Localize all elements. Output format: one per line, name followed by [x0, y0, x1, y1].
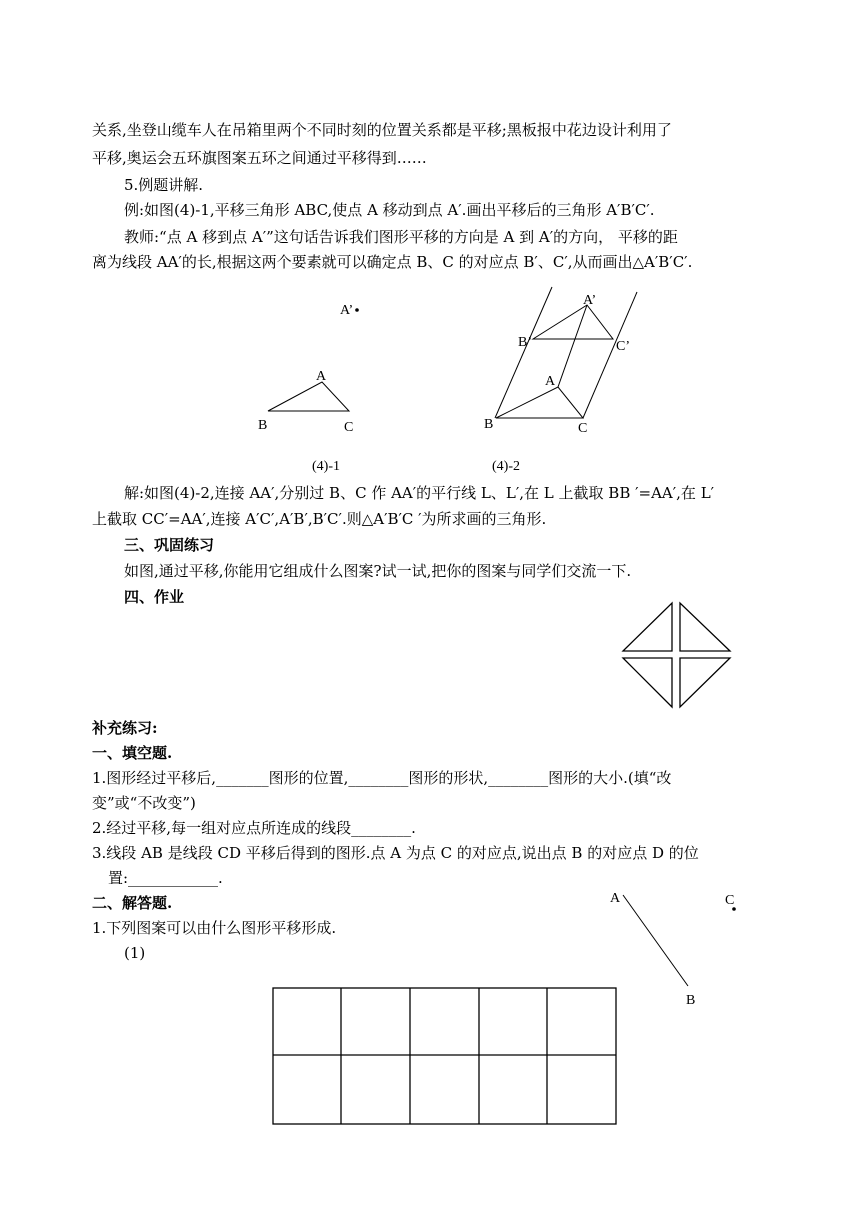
text-line: 5.例题讲解. — [124, 176, 204, 194]
label-b: B — [686, 993, 696, 1008]
segment-ab — [623, 895, 688, 986]
triangle-abc — [496, 387, 583, 418]
segment-aa-prime — [558, 305, 587, 387]
text-line: 关系,坐登山缆车人在吊箱里两个不同时刻的位置关系都是平移;黑板报中花边设计利用了 — [92, 121, 672, 139]
segment-ab-figure — [623, 895, 736, 986]
pattern-triangle — [623, 603, 672, 651]
figure-caption: (4)-1 — [312, 459, 340, 474]
text-line: 平移,奥运会五环旗图案五环之间通过平移得到…… — [92, 149, 427, 167]
text-line: (1) — [124, 944, 146, 962]
section-heading: 二、解答题. — [92, 894, 173, 912]
section-heading: 一、填空题. — [92, 744, 173, 762]
text-line: 例:如图(4)-1,平移三角形 ABC,使点 A 移动到点 A′.画出平移后的三角形 A′B′C′. — [124, 201, 655, 219]
label-c: C — [578, 421, 588, 436]
line-l — [495, 287, 552, 418]
pattern-triangle — [680, 603, 730, 651]
point-a-prime — [355, 308, 359, 312]
text-line: 3.线段 AB 是线段 CD 平移后得到的图形.点 A 为点 C 的对应点,说出点 B 的对应点 D 的位 — [92, 844, 699, 862]
grid-outline — [273, 988, 616, 1124]
label-c: C — [344, 420, 354, 435]
label-c-prime: C’ — [616, 339, 630, 354]
label-b: B — [484, 417, 494, 432]
text-line: 离为线段 AA′的长,根据这两个要素就可以确定点 B、C 的对应点 B′、C′,从而画出△A′B′C′. — [92, 253, 693, 271]
text-line: 解:如图(4)-2,连接 AA′,分别过 B、C 作 AA′的平行线 L、L′,在 L 上截取 BB ′=AA′,在 L′ — [124, 484, 715, 502]
text-line: 2.经过平移,每一组对应点所连成的线段________. — [92, 819, 416, 837]
label-a: A — [610, 891, 621, 906]
triangle-abc — [268, 382, 349, 411]
section-heading: 三、巩固练习 — [124, 536, 215, 554]
label-c: C — [725, 893, 735, 908]
figure-4-1 — [268, 382, 349, 411]
text-line: 教师:“点 A 移到点 A′”这句话告诉我们图形平移的方向是 A 到 A′的方向， 平移的距 — [124, 228, 678, 246]
label-a: A — [545, 374, 556, 389]
text-line: 置:____________. — [108, 869, 223, 887]
pattern-triangle — [680, 658, 730, 707]
label-b: B — [258, 418, 268, 433]
label-a-prime: A’ — [340, 303, 354, 318]
section-heading: 补充练习: — [92, 719, 158, 737]
label-a: A — [316, 369, 327, 384]
text-line: 变”或“不改变”) — [92, 794, 196, 812]
figure-caption: (4)-2 — [492, 459, 520, 474]
text-line: 如图,通过平移,你能用它组成什么图案?试一试,把你的图案与同学们交流一下. — [124, 562, 632, 580]
triangle-a-b-c-prime — [533, 305, 613, 339]
label-a-prime: A’ — [583, 293, 597, 308]
label-b-prime: B’ — [518, 335, 532, 350]
section-heading: 四、作业 — [124, 588, 185, 606]
text-line: 1.图形经过平移后,_______图形的位置,________图形的形状,________图形的大小.(填“改 — [92, 769, 672, 787]
triangle-pattern-figure — [623, 603, 730, 707]
pattern-triangle — [623, 658, 672, 707]
text-line: 1.下列图案可以由什么图形平移形成. — [92, 919, 337, 937]
text-line: 上截取 CC′=AA′,连接 A′C′,A′B′,B′C′.则△A′B′C ′为所求画的三角形. — [92, 510, 547, 528]
grid-pattern-figure — [273, 988, 616, 1124]
